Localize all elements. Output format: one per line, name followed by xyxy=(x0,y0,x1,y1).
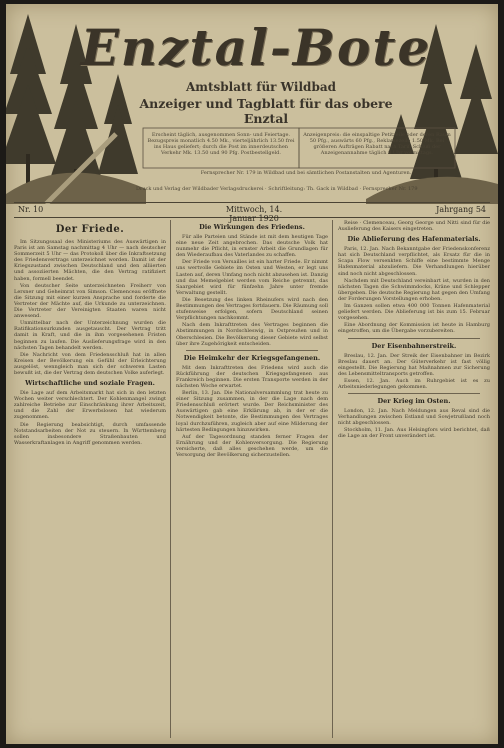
column-rule-2 xyxy=(332,220,333,738)
article-paragraph: Stockholm, 11. Jan. Aus Helsingfors wird berichtet, daß die Lage an der Front unverändert ist. xyxy=(338,427,490,440)
volume-number: Jahrgang 54 xyxy=(436,205,486,214)
article-paragraph: Von deutscher Seite unterzeichneten Freiherr von Lersner und Geheimrat von Simson. Clemenceau eröffnete die Sitzung mit einer kurzen Ansprache und forderte die Vertreter der Mächte auf, die Urkunde zu unterzeichnen. Die Vertreter der Vereinigten Staaten waren nicht anwesend. xyxy=(14,282,166,320)
column-3 xyxy=(338,220,490,740)
newspaper-page xyxy=(6,4,498,744)
article-paragraph: Unmittelbar nach der Unterzeichnung wurden die Ratifikationsurkunden ausgetauscht. Der Vertrag tritt damit in Kraft, und die in ihm vorgesehenen Fristen beginnen zu laufen. Die Auslieferungsfrage wird in den nächsten Tagen behandelt werden. xyxy=(14,320,166,351)
advertising-rates-info: Anzeigenpreis: die einspaltige Petitzeile oder deren Raum 50 Pfg., auswärts 60 Pfg., Reklamezeile 1.50 Mk. Bei größeren Aufträgen Rabatt nach Tarif. Schluß der Anzeigenannahme täglich 8 Uhr vormittags. xyxy=(303,132,451,156)
article-paragraph: Nachdem mit Deutschland vereinbart ist, wurden in den nächsten Tagen die Schwimmdocks, Kräne und Schlepper übergeben. Die deutsche Regierung hat gegen den Umfang der Forderungen Vorstellungen erhoben. xyxy=(338,277,490,302)
article-paragraph: Paris, 12. Jan. Nach Bekanntgabe der Friedenskonferenz hat sich Deutschland verpflichtet, als Ersatz für die in Scapa Flow versenkten Schiffe eine bestimmte Menge Hafenmaterial abzuliefern. Die Verhandlungen hierüber sind noch nicht abgeschlossen. xyxy=(338,246,490,277)
article-paragraph: Die Nachricht von dem Friedensschluß hat in allen Kreisen der Bevölkerung ein Gefühl der Erleichterung ausgelöst, wenngleich man sich der schweren Lasten bewußt ist, die der Vertrag dem deutschen Volke auferlegt. xyxy=(14,351,166,376)
article-paragraph: Mit dem Inkrafttreten des Friedens wird auch die Rückführung der deutschen Kriegsgefangenen aus Frankreich beginnen. Die ersten Transporte werden in der nächsten Woche erwartet. xyxy=(176,364,328,389)
telephone-notice: Fernsprecher Nr. 179 in Wildbad und bei sämtlichen Postanstalten und Agenturen. xyxy=(200,170,412,176)
article-paragraph: Die Lage auf dem Arbeitsmarkt hat sich in den letzten Wochen weiter verschlechtert. Der Kohlenmangel zwingt zahlreiche Betriebe zur Einschränkung ihrer Arbeitszeit, und die Zahl der Erwerbslosen hat wiederum zugenommen. xyxy=(14,390,166,421)
article-subheading: Die Heimkehr der Kriegsgefangenen. xyxy=(183,353,321,362)
section-divider xyxy=(348,393,480,394)
section-divider xyxy=(186,350,318,351)
article-paragraph: Der Friede von Versailles ist ein harter Friede. Er nimmt uns wertvolle Gebiete im Osten und Westen, er legt uns Lasten auf, deren Umfang noch nicht abzusehen ist. Danzig und das Memelgebiet werden vom Reiche getrennt, das Saargebiet wird für fünfzehn Jahre unter fremde Verwaltung gestellt. xyxy=(176,259,328,296)
article-paragraph: Breslau, 12. Jan. Der Streik der Eisenbahner im Bezirk Breslau dauert an. Der Güterverkehr ist fast völlig eingestellt. Die Regierung hat Maßnahmen zur Sicherung des Lebensmitteltransports getroffen. xyxy=(338,352,490,377)
article-paragraph: London, 12. Jan. Nach Meldungen aus Reval sind die Verhandlungen zwischen Estland und Sowjetrußland noch nicht abgeschlossen. xyxy=(338,408,490,427)
newspaper-title: Enztal-Bote xyxy=(80,18,432,77)
subtitle-advertiser: Anzeiger und Tagblatt für das obere Enztal xyxy=(139,96,393,126)
article-paragraph: Die Besetzung des linken Rheinufers wird nach den Bestimmungen des Vertrages fortdauern. Die Räumung soll stufenweise erfolgen, sofern Deutschland seinen Verpflichtungen nachkommt. xyxy=(176,296,328,322)
column-rule-1 xyxy=(170,220,171,738)
article-paragraph: Berlin, 13. Jan. Die Nationalversammlung trat heute zu einer Sitzung zusammen, in der die Lage nach dem Friedensschluß erörtert wurde. Der Reichsminister des Auswärtigen gab eine Erklärung ab, in der er die Notwendigkeit betonte, die Bestimmungen des Vertrages loyal durchzuführen, zugleich aber auf eine Milderung der härtesten Bedingungen hinzuwirken. xyxy=(176,390,328,433)
issue-number: Nr. 10 xyxy=(18,205,44,214)
masthead xyxy=(6,4,498,204)
article-heading-harbor-material: Die Ablieferung des Hafenmaterials. xyxy=(347,235,481,244)
article-heading-railway-strike: Der Eisenbahnerstreik. xyxy=(371,341,457,350)
article-paragraph: Für alle Parteien und Stände ist mit dem heutigen Tage eine neue Zeit angebrochen. Das deutsche Volk hat nunmehr die Pflicht, in ernster Arbeit die Grundlagen für den Wiederaufbau des Vaterlandes zu schaffen. xyxy=(176,234,328,259)
imprint-line: Druck und Verlag der Wildbader Verlagsdruckerei · Schriftleitung: Th. Gack in Wildbad · Fernsprecher Nr. 179 xyxy=(136,186,418,192)
article-paragraph: Auf der Tagesordnung standen ferner Fragen der Ernährung und der Kohlenversorgung. Die Regierung versicherte, daß alles geschehen werde, um die Versorgung der Bevölkerung sicherzustellen. xyxy=(176,433,328,458)
article-paragraph: Nach dem Inkrafttreten des Vertrages beginnen die Abstimmungen in Nordschleswig, in Ostpreußen und in Oberschlesien. Die Bevölkerung dieser Gebiete wird selbst über ihre Zugehörigkeit entscheiden. xyxy=(176,322,328,347)
section-divider xyxy=(348,338,480,339)
article-paragraph: Eine Abordnung der Kommission ist heute in Hamburg eingetroffen, um die Übergabe vorzubereiten. xyxy=(338,322,490,335)
article-heading-war-east: Der Krieg im Osten. xyxy=(377,397,451,406)
column-1 xyxy=(14,220,166,740)
article-paragraph: Im Ganzen sollen etwa 400 000 Tonnen Hafenmaterial geliefert werden. Die Ablieferung ist bis zum 15. Februar vorgesehen. xyxy=(338,303,490,322)
article-paragraph: Essen, 12. Jan. Auch im Ruhrgebiet ist es zu Arbeitsniederlegungen gekommen. xyxy=(338,377,490,390)
subscription-info: Erscheint täglich, ausgenommen Sonn- und Feiertage. Bezugspreis monatlich 4.50 Mk., vierteljährlich 13.50 frei ins Haus geliefert; durch die Post im innerdeutschen Verkehr Mk. 13.50 und 90 Pfg. Postbestellgeld. xyxy=(147,132,295,156)
column-2 xyxy=(176,220,328,740)
article-heading-peace: Der Friede. xyxy=(55,224,125,235)
article-paragraph: Die Regierung beabsichtigt, durch umfassende Notstandsarbeiten der Not zu steuern. In Württemberg sollen insbesondere Straßenbauten und Wasserkraftanlagen in Angriff genommen werden. xyxy=(14,421,166,446)
article-paragraph: Reise · Clemenceau, Georg George und Nitti sind für die Auslieferung des Kaisers eingetreten. xyxy=(338,220,490,233)
article-paragraph: Im Sitzungssaal des Ministeriums des Auswärtigen in Paris ist am Samstag nachmittag 4 Uhr — nach deutscher Sommerzeit 5 Uhr — das Protokoll über die Inkraftsetzung des Friedensvertrags unterzeichnet worden. Damit ist der Kriegszustand zwischen Deutschland und den alliierten und assoziierten Mächten, die den Vertrag ratifiziert haben, formell beendet. xyxy=(14,239,166,282)
article-subheading: Wirtschaftliche und soziale Fragen. xyxy=(25,379,155,388)
issue-date: Mittwoch, 14. Januar 1920 xyxy=(225,205,283,223)
subtitle-official-gazette: Amtsblatt für Wildbad xyxy=(185,80,336,94)
dateline-bar xyxy=(14,202,490,223)
article-heading-effects: Die Wirkungen des Friedens. xyxy=(199,223,305,231)
